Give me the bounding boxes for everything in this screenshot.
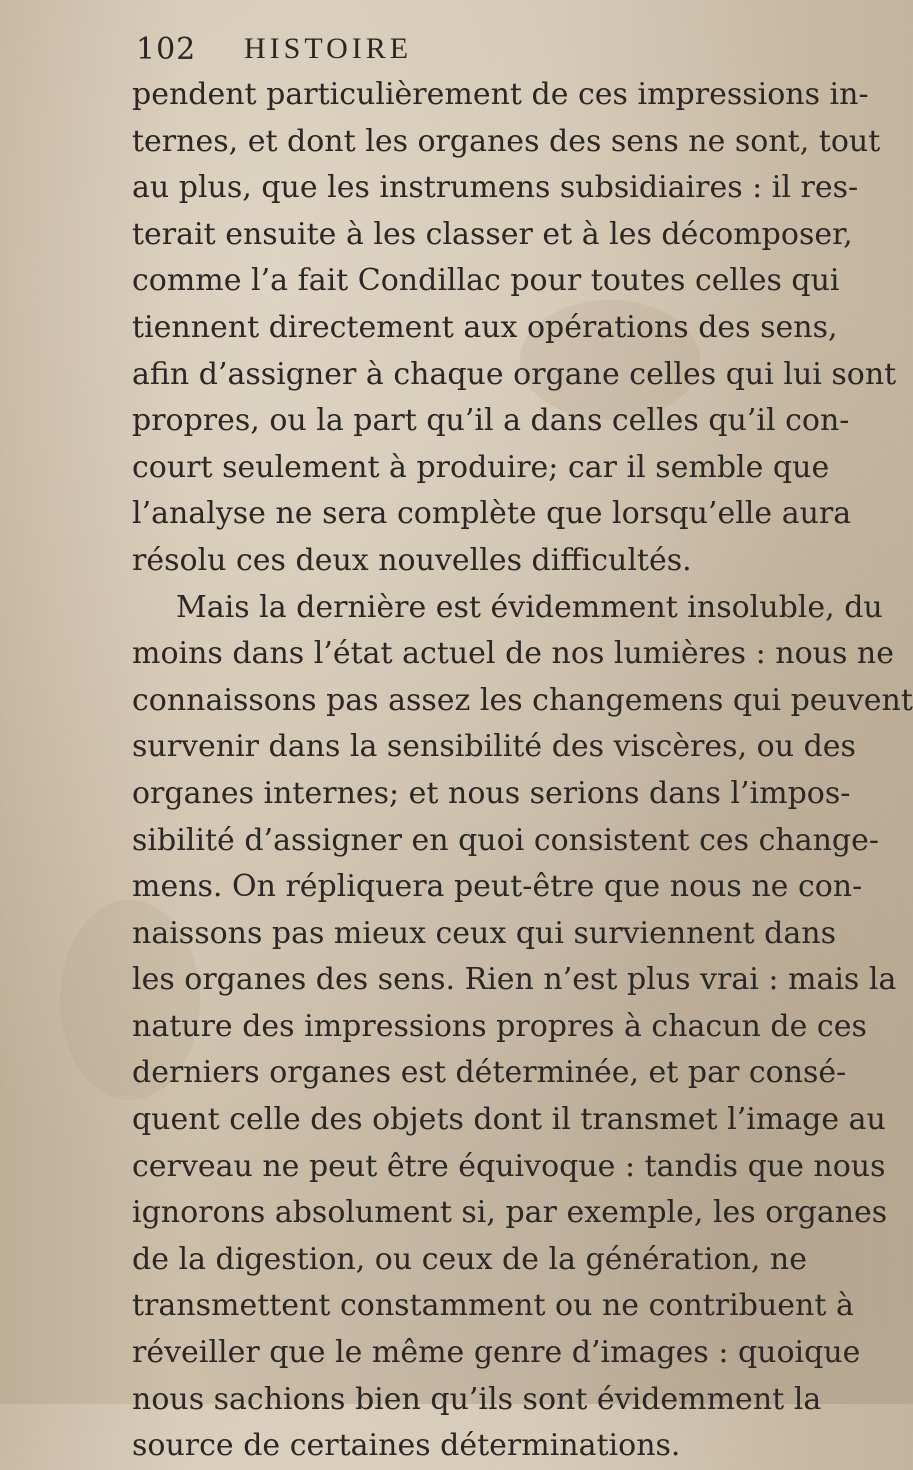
text-line: derniers organes est déterminée, et par consé- <box>132 1055 847 1091</box>
text-line: ignorons absolument si, par exemple, les organes <box>132 1195 888 1231</box>
page-header <box>136 26 736 70</box>
text-line: naissons pas mieux ceux qui surviennent dans <box>132 915 836 951</box>
body-text <box>132 72 913 1470</box>
text-line: afin d’assigner à chaque organe celles qui lui sont <box>132 356 897 392</box>
text-line: pendent particulièrement de ces impressions in- <box>132 77 869 112</box>
text-line: moins dans l’état actuel de nos lumières : nous ne <box>132 636 894 672</box>
paragraph-first-line: Mais la dernière est évidemment insoluble, du <box>176 589 883 625</box>
text-line: tiennent directement aux opérations des sens, <box>132 309 838 345</box>
text-line: organes internes; et nous serions dans l’impos- <box>132 775 851 811</box>
text-line: sibilité d’assigner en quoi consistent ces change- <box>132 822 880 858</box>
text-line: comme l’a fait Condillac pour toutes celles qui <box>132 263 840 299</box>
running-head: HISTOIRE <box>244 32 413 65</box>
text-line: cerveau ne peut être équivoque : tandis que nous <box>132 1148 886 1184</box>
text-line: les organes des sens. Rien n’est plus vrai : mais la <box>132 962 897 998</box>
text-line: l’analyse ne sera complète que lorsqu’elle aura <box>132 496 852 532</box>
text-line: survenir dans la sensibilité des viscères, ou des <box>132 729 856 765</box>
text-line: court seulement à produire; car il semble que <box>132 449 830 485</box>
text-line: nature des impressions propres à chacun de ces <box>132 1008 867 1044</box>
text-line: au plus, que les instrumens subsidiaires : il res- <box>132 170 859 206</box>
text-line: mens. On répliquera peut-être que nous ne con- <box>132 869 863 905</box>
text-line: réveiller que le même genre d’images : quoique <box>132 1335 861 1371</box>
text-line: terait ensuite à les classer et à les décomposer, <box>132 216 853 252</box>
paragraph-end-line: source de certaines déterminations. <box>132 1428 681 1464</box>
text-line: transmettent constamment ou ne contribuent à <box>132 1288 854 1324</box>
text-line: quent celle des objets dont il transmet l’image au <box>132 1102 886 1138</box>
text-line: connaissons pas assez les changemens qui peuvent <box>132 682 913 718</box>
text-line: propres, ou la part qu’il a dans celles qu’il con- <box>132 403 850 439</box>
text-line: nous sachions bien qu’ils sont évidemment la <box>132 1381 822 1417</box>
page-number: 102 <box>136 32 197 67</box>
text-line: de la digestion, ou ceux de la génération, ne <box>132 1241 807 1277</box>
paragraph-end-line: résolu ces deux nouvelles difficultés. <box>132 542 692 578</box>
text-line: ternes, et dont les organes des sens ne sont, tout <box>132 123 881 159</box>
